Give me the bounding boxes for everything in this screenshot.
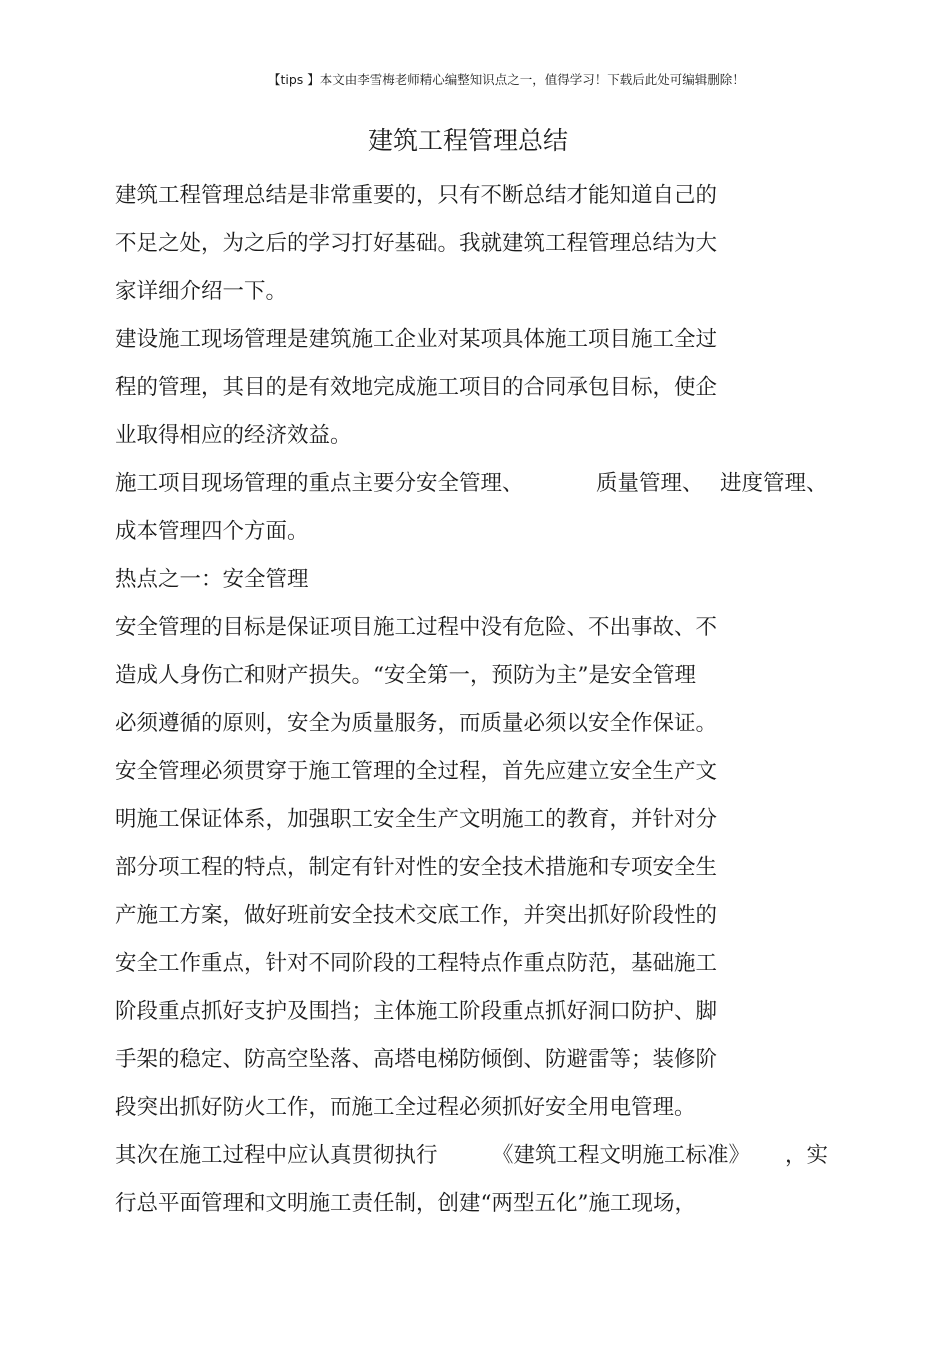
body-line: 部分项工程的特点，制定有针对性的安全技术措施和专项安全生 — [115, 855, 718, 880]
body-line-segment: 其次在施工过程中应认真贯彻执行 — [115, 1143, 438, 1168]
body-line: 家详细介绍一下。 — [115, 279, 288, 304]
body-line: 产施工方案，做好班前安全技术交底工作，并突出抓好阶段性的 — [115, 903, 718, 928]
body-line-segment: 质量管理、 — [596, 471, 704, 496]
body-line-segment: 《建筑工程文明施工标准》 — [492, 1143, 751, 1168]
document-title: 建筑工程管理总结 — [367, 126, 568, 155]
body-line: 成本管理四个方面。 — [115, 519, 309, 544]
body-line: 业取得相应的经济效益。 — [115, 423, 352, 448]
section-heading: 热点之一：安全管理 — [115, 567, 309, 592]
body-line-split — [115, 1141, 835, 1171]
body-line: 段突出抓好防火工作，而施工全过程必须抓好安全用电管理。 — [115, 1095, 696, 1120]
header-tips: 【tips 】本文由李雪梅老师精心编整知识点之一，值得学习！下载后此处可编辑删除！ — [268, 72, 745, 87]
body-line-split — [115, 469, 835, 499]
body-line: 造成人身伤亡和财产损失。“安全第一，预防为主”是安全管理 — [115, 663, 696, 688]
body-line: 安全工作重点，针对不同阶段的工程特点作重点防范，基础施工 — [115, 951, 718, 976]
body-line: 安全管理必须贯穿于施工管理的全过程，首先应建立安全生产文 — [115, 759, 718, 784]
body-line: 必须遵循的原则，安全为质量服务，而质量必须以安全作保证。 — [115, 711, 718, 736]
body-line-segment: 施工项目现场管理的重点主要分安全管理、 — [115, 471, 524, 496]
body-line: 行总平面管理和文明施工责任制，创建“两型五化”施工现场， — [115, 1191, 696, 1216]
body-line: 明施工保证体系，加强职工安全生产文明施工的教育，并针对分 — [115, 807, 718, 832]
body-line: 建筑工程管理总结是非常重要的，只有不断总结才能知道自己的 — [115, 183, 718, 208]
body-line: 阶段重点抓好支护及围挡；主体施工阶段重点抓好洞口防护、脚 — [115, 999, 718, 1024]
body-line: 安全管理的目标是保证项目施工过程中没有危险、不出事故、不 — [115, 615, 718, 640]
body-line: 手架的稳定、防高空坠落、高塔电梯防倾倒、防避雷等；装修阶 — [115, 1047, 718, 1072]
body-line-segment: ，实 — [785, 1143, 829, 1168]
body-line: 建设施工现场管理是建筑施工企业对某项具体施工项目施工全过 — [115, 327, 718, 352]
body-line-segment: 进度管理、 — [720, 471, 828, 496]
body-line: 不足之处，为之后的学习打好基础。我就建筑工程管理总结为大 — [115, 231, 718, 256]
body-line: 程的管理，其目的是有效地完成施工项目的合同承包目标，使企 — [115, 375, 718, 400]
